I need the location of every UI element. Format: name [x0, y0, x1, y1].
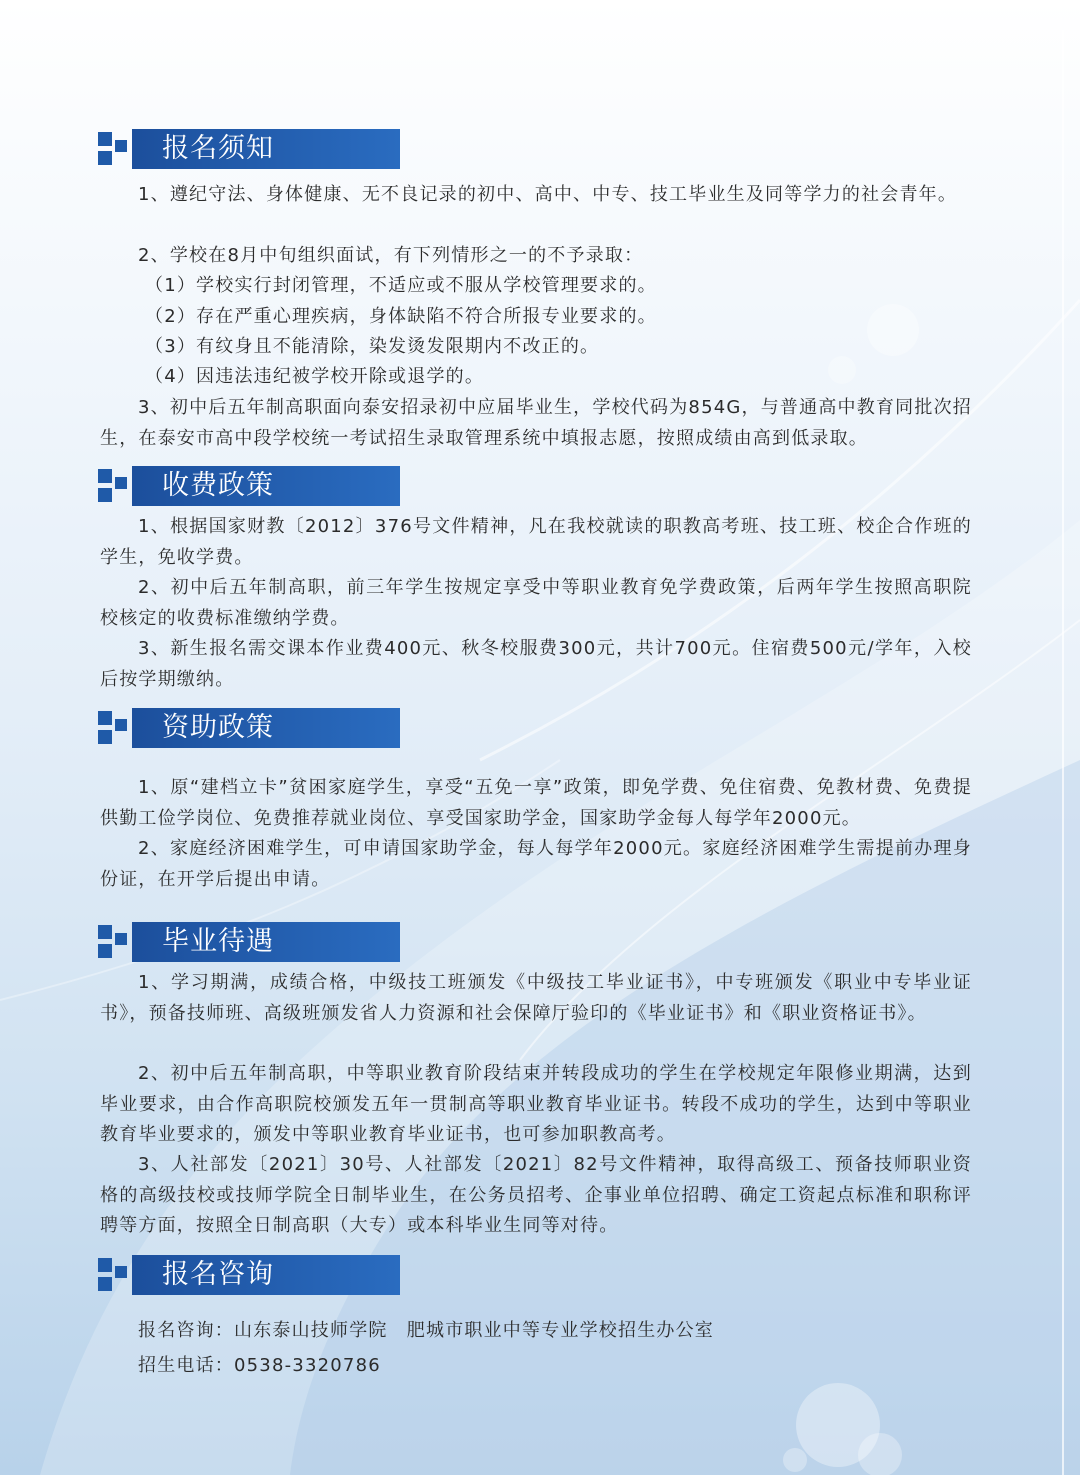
header-decoration-square — [98, 151, 112, 165]
header-decoration-square — [98, 925, 112, 939]
graduation-item-2: 2、初中后五年制高职，中等职业教育阶段结束并转段成功的学生在学校规定年限修业期满，达到毕业要求，由合作高职院校颁发五年一贯制高等职业教育毕业证书。转段不成功的学生，达到中等职业教育毕业要求的，颁发中等职业教育毕业证书，也可参加职教高考。 — [100, 1063, 972, 1145]
header-decoration-square — [98, 1258, 112, 1272]
header-decoration-square — [98, 711, 112, 725]
header-decoration-square — [98, 1277, 112, 1291]
fee-item-2: 2、初中后五年制高职，前三年学生按规定享受中等职业教育免学费政策，后两年学生按照高职院校核定的收费标准缴纳学费。 — [100, 577, 972, 629]
notice-item-1: 1、遵纪守法、身体健康、无不良记录的初中、高中、中专、技工毕业生及同等学力的社会青年。 — [138, 184, 958, 205]
header-decoration-square — [98, 488, 112, 502]
consult-contact: 报名咨询：山东泰山技师学院 肥城市职业中等专业学校招生办公室 — [138, 1320, 714, 1341]
section-header-graduation — [98, 922, 400, 962]
section-header-fee-policy — [98, 466, 400, 506]
section-title: 资助政策 — [162, 712, 274, 743]
aid-item-2: 2、家庭经济困难学生，可申请国家助学金，每人每学年2000元。家庭经济困难学生需提前办理身份证，在开学后提出申请。 — [100, 838, 972, 890]
fee-item-3: 3、新生报名需交课本作业费400元、秋冬校服费300元，共计700元。住宿费500元/学年，入校后按学期缴纳。 — [100, 638, 972, 690]
section-header-aid-policy — [98, 708, 400, 748]
header-decoration-square — [115, 719, 127, 731]
notice-subitem-4: （4）因违法违纪被学校开除或退学的。 — [145, 366, 485, 387]
consult-phone: 招生电话：0538-3320786 — [138, 1355, 381, 1376]
graduation-item-3: 3、人社部发〔2021〕30号、人社部发〔2021〕82号文件精神，取得高级工、预备技师职业资格的高级技校或技师学院全日制毕业生，在公务员招考、企事业单位招聘、确定工资起点标准和职称评聘等方面，按照全日制高职（大专）或本科毕业生同等对待。 — [100, 1154, 972, 1236]
notice-item-2: 2、学校在8月中旬组织面试，有下列情形之一的不予录取： — [138, 245, 644, 266]
header-decoration-square — [115, 1266, 127, 1278]
section-title: 报名须知 — [162, 133, 274, 164]
graduation-item-1: 1、学习期满，成绩合格，中级技工班颁发《中级技工毕业证书》，中专班颁发《职业中专毕业证书》，预备技师班、高级班颁发省人力资源和社会保障厅验印的《毕业证书》和《职业资格证书》。 — [100, 972, 972, 1024]
header-decoration-square — [115, 933, 127, 945]
notice-subitem-2: （2）存在严重心理疾病，身体缺陷不符合所报专业要求的。 — [145, 306, 657, 327]
section-header-consult — [98, 1255, 400, 1295]
notice-subitem-1: （1）学校实行封闭管理，不适应或不服从学校管理要求的。 — [145, 275, 657, 296]
header-decoration-square — [115, 140, 127, 152]
header-decoration-square — [115, 477, 127, 489]
header-decoration-square — [98, 730, 112, 744]
notice-subitem-3: （3）有纹身且不能清除，染发烫发限期内不改正的。 — [145, 336, 600, 357]
notice-item-3: 3、初中后五年制高职面向泰安招录初中应届毕业生，学校代码为854G，与普通高中教育同批次招生，在泰安市高中段学校统一考试招生录取管理系统中填报志愿，按照成绩由高到低录取。 — [100, 397, 972, 449]
header-decoration-square — [98, 469, 112, 483]
section-title: 毕业待遇 — [162, 926, 274, 957]
header-decoration-square — [98, 944, 112, 958]
section-header-registration-notice — [98, 129, 400, 169]
section-title: 报名咨询 — [162, 1259, 274, 1290]
aid-item-1: 1、原“建档立卡”贫困家庭学生，享受“五免一享”政策，即免学费、免住宿费、免教材费、免费提供勤工俭学岗位、免费推荐就业岗位、享受国家助学金，国家助学金每人每学年2000元。 — [100, 777, 972, 829]
fee-item-1: 1、根据国家财教〔2012〕376号文件精神，凡在我校就读的职教高考班、技工班、校企合作班的学生，免收学费。 — [100, 516, 972, 568]
header-decoration-square — [98, 132, 112, 146]
section-title: 收费政策 — [162, 470, 274, 501]
